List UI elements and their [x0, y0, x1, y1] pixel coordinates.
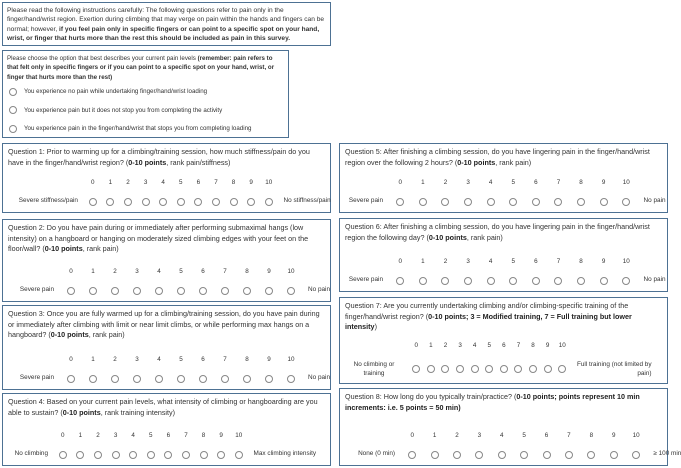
pain-option[interactable] — [7, 106, 284, 115]
scale-left-label: No climbing or training — [353, 361, 395, 377]
scale-number: 2 — [113, 355, 117, 363]
rating-radio-4[interactable] — [159, 198, 167, 206]
pain-question-prompt — [7, 54, 284, 82]
text-segment: , rank pain) — [466, 232, 503, 242]
scale-number: 5 — [149, 431, 153, 439]
rating-radio-6[interactable] — [543, 451, 551, 459]
rating-radio-4[interactable] — [498, 451, 506, 459]
scale-number: 10 — [287, 355, 295, 363]
rating-radio-4[interactable] — [129, 451, 137, 459]
rating-radio-10[interactable] — [235, 451, 243, 459]
scale-number: 4 — [157, 355, 161, 363]
rating-radio-10[interactable] — [622, 198, 630, 206]
text-segment: Question 3: Once you are fully warmed up for a climbing/training session, do you have pain during or immediately after climbing with limit or near limit climbs, or while performing max hangs on a hangboard? ( — [8, 309, 320, 340]
scale-right-label: Full training (not limited by pain) — [576, 361, 652, 377]
scale-number: 5 — [511, 257, 516, 265]
rating-radio-10[interactable] — [632, 451, 640, 459]
rating-radio-7[interactable] — [212, 198, 220, 206]
rating-radio-3[interactable] — [133, 375, 141, 383]
text-segment: if you feel pain only in specific fingers or can point to a specific spot on your hand, wrist, or finger that hurts more than the rest this should be included as pain in this survey. — [7, 25, 320, 43]
rating-radio-8[interactable] — [577, 277, 585, 285]
rating-radio-9[interactable] — [247, 198, 255, 206]
question-7 — [339, 297, 668, 384]
rating-radio-5[interactable] — [509, 277, 517, 285]
rating-scale — [345, 178, 666, 207]
question-text — [345, 301, 662, 333]
scale-right-label: ≥ 100 min — [653, 450, 681, 458]
scale-number: 0 — [410, 431, 414, 439]
rating-radio-3[interactable] — [133, 287, 141, 295]
scale-number: 4 — [488, 257, 493, 265]
text-segment: Please choose the option that best describes your current pain levels — [7, 55, 198, 62]
scale-right-label: No pain — [308, 286, 331, 294]
scale-number: 6 — [534, 178, 538, 186]
rating-radio-6[interactable] — [500, 365, 508, 373]
rating-radio-10[interactable] — [558, 365, 566, 373]
rating-radio-9[interactable] — [600, 198, 608, 206]
scale-number: 9 — [249, 178, 253, 186]
rating-radio-2[interactable] — [124, 198, 132, 206]
rating-radio-2[interactable] — [111, 375, 119, 383]
text-segment: 0-10 points — [50, 330, 89, 340]
scale-right-label: No pain — [643, 197, 666, 205]
rating-radio-2[interactable] — [453, 451, 461, 459]
rating-radio-7[interactable] — [554, 277, 562, 285]
rating-radio-8[interactable] — [577, 198, 585, 206]
text-segment: Question 8: How long do you typically train/practice? ( — [345, 392, 517, 401]
rating-radio-4[interactable] — [471, 365, 479, 373]
rating-radio-5[interactable] — [177, 375, 185, 383]
question-6 — [339, 218, 668, 292]
scale-number: 0 — [398, 257, 403, 265]
radio-button[interactable] — [9, 88, 17, 96]
question-text — [8, 309, 325, 341]
rating-radio-8[interactable] — [200, 451, 208, 459]
scale-number: 0 — [91, 178, 95, 186]
rating-radio-5[interactable] — [147, 451, 155, 459]
scale-number: 10 — [558, 342, 566, 350]
question-text — [345, 147, 662, 168]
rating-radio-5[interactable] — [520, 451, 528, 459]
scale-number: 4 — [500, 431, 504, 439]
text-segment: 0-10 points — [457, 157, 496, 167]
rating-radio-6[interactable] — [199, 375, 207, 383]
question-text — [345, 392, 662, 413]
rating-radio-3[interactable] — [112, 451, 120, 459]
rating-radio-5[interactable] — [177, 287, 185, 295]
scale-number: 3 — [466, 178, 470, 186]
question-text — [8, 397, 325, 418]
scale-number: 9 — [601, 178, 606, 186]
scale-left-label: None (0 min) — [358, 450, 395, 458]
question-1 — [2, 143, 331, 213]
scale-number: 7 — [516, 342, 521, 350]
rating-radio-6[interactable] — [532, 198, 540, 206]
rating-radio-8[interactable] — [243, 375, 251, 383]
pain-option[interactable] — [7, 124, 284, 133]
scale-number: 6 — [201, 267, 205, 275]
scale-number: 4 — [161, 178, 165, 186]
rating-scale — [8, 267, 331, 296]
scale-number: 8 — [579, 178, 583, 186]
rating-radio-7[interactable] — [221, 375, 229, 383]
rating-radio-0[interactable] — [67, 287, 75, 295]
scale-number: 8 — [531, 342, 535, 350]
scale-number: 6 — [544, 431, 549, 439]
rating-radio-1[interactable] — [419, 198, 427, 206]
rating-radio-3[interactable] — [464, 198, 472, 206]
scale-number: 4 — [131, 431, 135, 439]
text-segment: 0-10 points — [44, 244, 83, 254]
option-label: You experience no pain while undertaking finger/hand/wrist loading — [24, 88, 208, 96]
scale-number: 3 — [113, 431, 118, 439]
scale-number: 5 — [179, 178, 183, 186]
scale-number: 2 — [113, 267, 117, 275]
rating-radio-9[interactable] — [265, 375, 273, 383]
rating-radio-2[interactable] — [441, 277, 449, 285]
rating-radio-1[interactable] — [89, 375, 97, 383]
rating-radio-1[interactable] — [431, 451, 439, 459]
scale-number: 3 — [458, 342, 462, 350]
scale-number: 6 — [166, 431, 171, 439]
rating-scale — [345, 257, 666, 286]
question-text — [345, 222, 662, 243]
text-segment: , rank training intensity) — [100, 407, 176, 417]
rating-radio-7[interactable] — [514, 365, 522, 373]
instructions-box — [2, 2, 331, 46]
text-segment: Question 1: Prior to warming up for a climbing/training session, how much stiffness/pain do you have in the finger/hand/wrist region? ( — [8, 147, 310, 167]
question-text — [8, 147, 325, 168]
scale-number: 10 — [235, 431, 243, 439]
rating-radio-9[interactable] — [217, 451, 225, 459]
text-segment: Question 4: Based on your current pain levels, what intensity of climbing or hangboarding are you able to sustain? ( — [8, 397, 318, 417]
scale-number: 10 — [265, 178, 273, 186]
scale-left-label: Severe pain — [348, 197, 383, 205]
rating-radio-3[interactable] — [142, 198, 150, 206]
text-segment: ) — [374, 322, 377, 332]
rating-radio-0[interactable] — [412, 365, 420, 373]
text-segment: , rank pain) — [495, 157, 532, 167]
question-8 — [339, 388, 681, 466]
scale-number: 7 — [223, 355, 227, 363]
rating-radio-9[interactable] — [265, 287, 273, 295]
rating-radio-0[interactable] — [396, 277, 404, 285]
rating-radio-1[interactable] — [427, 365, 435, 373]
rating-radio-1[interactable] — [106, 198, 114, 206]
scale-right-label: No pain — [643, 276, 666, 284]
question-4 — [2, 393, 331, 466]
scale-number: 2 — [126, 178, 130, 186]
scale-number: 0 — [398, 178, 403, 186]
scale-number: 7 — [184, 431, 188, 439]
text-segment: Please read the following instructions carefully: The following questions refer to pain only in the finger/hand/wrist region. Exertion during climbing that may verge on pain within the hands and fingers can be normal; however, — [7, 7, 325, 33]
question-2 — [2, 219, 331, 302]
scale-number: 3 — [135, 355, 139, 363]
rating-radio-8[interactable] — [529, 365, 537, 373]
scale-number: 7 — [567, 431, 571, 439]
scale-number: 8 — [231, 178, 236, 186]
rating-radio-1[interactable] — [76, 451, 84, 459]
rating-radio-8[interactable] — [243, 287, 251, 295]
rating-radio-4[interactable] — [487, 198, 495, 206]
rating-radio-9[interactable] — [600, 277, 608, 285]
rating-radio-2[interactable] — [441, 365, 449, 373]
text-segment: , rank pain) — [88, 330, 125, 340]
scale-right-label: No pain — [308, 374, 331, 382]
text-segment: Question 7: Are you currently undertaking climbing and/or climbing-specific training of the finger/hand/wrist region? ( — [345, 301, 629, 321]
rating-scale — [345, 431, 681, 460]
scale-number: 0 — [69, 267, 73, 275]
rating-radio-2[interactable] — [94, 451, 102, 459]
scale-right-label: No stiffness/pain — [283, 197, 331, 205]
scale-left-label: Severe pain — [19, 374, 54, 382]
text-segment: 0-10 points — [428, 232, 467, 242]
text-segment: Question 5: After finishing a climbing session, do you have lingering pain in the finger/hand/wrist region over the following 2 hours? ( — [345, 147, 650, 167]
rating-radio-6[interactable] — [164, 451, 172, 459]
rating-radio-2[interactable] — [441, 198, 449, 206]
scale-number: 3 — [135, 267, 139, 275]
rating-radio-2[interactable] — [111, 287, 119, 295]
scale-number: 7 — [556, 257, 561, 265]
rating-scale — [8, 431, 326, 460]
rating-radio-7[interactable] — [221, 287, 229, 295]
rating-radio-0[interactable] — [67, 375, 75, 383]
rating-scale — [345, 341, 663, 378]
rating-radio-0[interactable] — [89, 198, 97, 206]
rating-radio-0[interactable] — [408, 451, 416, 459]
scale-number: 9 — [545, 342, 550, 350]
scale-number: 8 — [589, 431, 594, 439]
scale-number: 9 — [267, 267, 271, 275]
scale-number: 1 — [421, 178, 425, 186]
scale-number: 0 — [69, 355, 73, 363]
text-segment: Question 2: Do you have pain during or immediately after performing submaximal hangs (low intensity) on a hangboard or hanging on moderately sized climbing edges with your feet on the floor/wall? ( — [8, 223, 309, 254]
option-label: You experience pain in the finger/hand/wrist that stops you from completing loading — [24, 125, 252, 133]
scale-number: 6 — [534, 257, 538, 265]
scale-right-label: Max climbing intensity — [253, 450, 317, 458]
text-segment: Question 6: After finishing a climbing session, do you have lingering pain in the finger/hand/wrist region the following day? ( — [345, 222, 650, 242]
question-5 — [339, 143, 668, 213]
scale-number: 2 — [455, 431, 459, 439]
rating-radio-10[interactable] — [265, 198, 273, 206]
rating-radio-10[interactable] — [287, 375, 295, 383]
rating-radio-7[interactable] — [182, 451, 190, 459]
text-segment: 0-10 points; 3 = Modified training, 7 = Full training but lower intensity — [345, 311, 632, 332]
rating-radio-4[interactable] — [155, 287, 163, 295]
rating-radio-6[interactable] — [194, 198, 202, 206]
scale-number: 2 — [443, 342, 448, 350]
rating-radio-8[interactable] — [587, 451, 595, 459]
option-label: You experience pain but it does not stop you from completing the activity — [24, 106, 223, 114]
scale-number: 3 — [466, 257, 470, 265]
scale-number: 2 — [96, 431, 100, 439]
rating-radio-0[interactable] — [59, 451, 67, 459]
rating-radio-10[interactable] — [287, 287, 295, 295]
scale-number: 2 — [443, 257, 448, 265]
scale-number: 1 — [429, 342, 433, 350]
scale-number: 1 — [432, 431, 437, 439]
scale-number: 5 — [179, 355, 183, 363]
pain-option[interactable] — [7, 87, 284, 96]
rating-radio-5[interactable] — [485, 365, 493, 373]
rating-radio-7[interactable] — [554, 198, 562, 206]
rating-scale — [8, 355, 331, 384]
text-segment: , rank pain) — [82, 244, 119, 254]
text-segment: (remember: pain refers to that felt only in specific fingers or if you can point to a specific spot on your hand, wrist, or finger that hurts more than the rest) — [7, 55, 275, 81]
rating-radio-3[interactable] — [456, 365, 464, 373]
text-segment: 0-10 points — [62, 407, 101, 417]
rating-radio-1[interactable] — [419, 277, 427, 285]
rating-radio-5[interactable] — [177, 198, 185, 206]
scale-number: 10 — [287, 267, 295, 275]
rating-radio-3[interactable] — [475, 451, 483, 459]
rating-radio-9[interactable] — [610, 451, 618, 459]
scale-number: 7 — [556, 178, 561, 186]
scale-number: 6 — [196, 178, 201, 186]
scale-left-label: Severe pain — [19, 286, 54, 294]
scale-number: 3 — [477, 431, 482, 439]
scale-number: 4 — [157, 267, 161, 275]
scale-number: 9 — [601, 257, 606, 265]
scale-number: 4 — [472, 342, 477, 350]
scale-number: 1 — [91, 355, 95, 363]
rating-radio-3[interactable] — [464, 277, 472, 285]
scale-number: 9 — [611, 431, 616, 439]
scale-number: 5 — [522, 431, 526, 439]
scale-left-label: No climbing — [14, 450, 48, 458]
scale-number: 10 — [622, 257, 630, 265]
current-pain-question — [2, 50, 289, 138]
scale-number: 9 — [267, 355, 271, 363]
scale-number: 8 — [579, 257, 583, 265]
radio-button[interactable] — [9, 106, 17, 114]
question-3 — [2, 305, 331, 390]
question-text — [8, 223, 325, 255]
scale-number: 4 — [488, 178, 493, 186]
scale-number: 10 — [632, 431, 640, 439]
scale-number: 0 — [414, 342, 419, 350]
rating-radio-0[interactable] — [396, 198, 404, 206]
scale-left-label: Severe stiffness/pain — [18, 197, 78, 205]
rating-radio-1[interactable] — [89, 287, 97, 295]
text-segment: 0-10 points; points represent 10 min increments: i.e. 5 points = 50 min) — [345, 392, 640, 412]
scale-number: 5 — [511, 178, 516, 186]
rating-radio-6[interactable] — [532, 277, 540, 285]
radio-button[interactable] — [9, 125, 17, 133]
rating-radio-5[interactable] — [509, 198, 517, 206]
scale-left-label: Severe pain — [348, 276, 383, 284]
scale-number: 6 — [201, 355, 205, 363]
scale-number: 1 — [91, 267, 95, 275]
text-segment: , rank pain/stiffness) — [166, 157, 231, 167]
scale-number: 1 — [78, 431, 83, 439]
scale-number: 9 — [219, 431, 223, 439]
scale-number: 5 — [179, 267, 183, 275]
rating-scale — [8, 178, 331, 207]
scale-number: 3 — [143, 178, 148, 186]
rating-radio-4[interactable] — [155, 375, 163, 383]
scale-number: 2 — [443, 178, 448, 186]
scale-number: 8 — [201, 431, 206, 439]
scale-number: 10 — [622, 178, 630, 186]
scale-number: 6 — [502, 342, 506, 350]
scale-number: 8 — [245, 355, 249, 363]
text-segment: 0-10 points — [128, 157, 167, 167]
scale-number: 7 — [214, 178, 218, 186]
rating-radio-6[interactable] — [199, 287, 207, 295]
scale-number: 0 — [61, 431, 65, 439]
scale-number: 8 — [245, 267, 249, 275]
rating-radio-10[interactable] — [622, 277, 630, 285]
scale-number: 1 — [108, 178, 113, 186]
rating-radio-8[interactable] — [230, 198, 238, 206]
scale-number: 1 — [421, 257, 425, 265]
rating-radio-4[interactable] — [487, 277, 495, 285]
rating-radio-7[interactable] — [565, 451, 573, 459]
scale-number: 7 — [223, 267, 227, 275]
scale-number: 5 — [487, 342, 492, 350]
rating-radio-9[interactable] — [544, 365, 552, 373]
